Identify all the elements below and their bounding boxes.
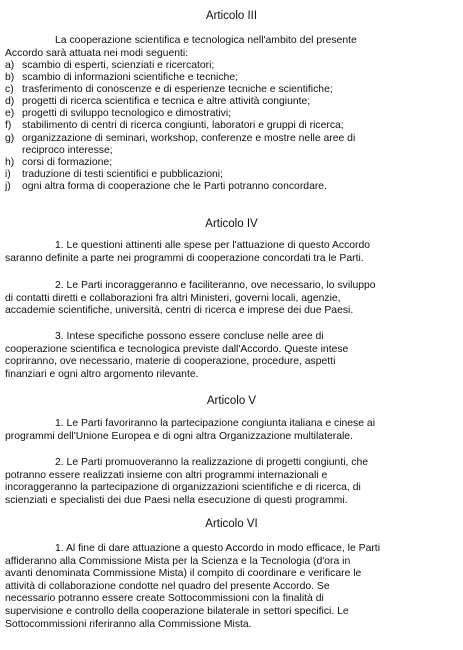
- paragraph-line: 1. Al fine di dare attuazione a questo Accordo in modo efficace, le Parti: [55, 543, 381, 554]
- article-4-heading: Articolo IV: [205, 218, 258, 230]
- paragraph-line: supervisione e controllo della cooperazione bilaterale in settori specifici. Le: [5, 605, 349, 617]
- list-item-marker: h): [5, 156, 15, 168]
- article-3-list: [5, 60, 455, 193]
- paragraph-line: 3. Intese specifiche possono essere concluse nelle aree di: [55, 331, 324, 342]
- article-3-intro-line-1: La cooperazione scientifica e tecnologica nell'ambito del presente: [55, 35, 357, 46]
- list-item: [5, 120, 455, 132]
- paragraph-line: 1. Le questioni attinenti alle spese per l'attuazione di questo Accordo: [55, 240, 371, 251]
- article-3-heading: Articolo III: [205, 10, 258, 22]
- paragraph-line: 2. Le Parti promuoveranno la realizzazione di progetti congiunti, che: [55, 457, 369, 468]
- article-5-heading: Articolo V: [206, 395, 257, 407]
- list-item-marker: a): [5, 60, 15, 71]
- paragraph-line: Sottocommissioni riferiranno alla Commissione Mista.: [5, 618, 252, 630]
- list-item: [5, 108, 455, 120]
- article-4-paragraph-1: [5, 240, 455, 265]
- paragraph-line: potranno essere realizzati insieme con altri programmi internazionali e: [5, 469, 328, 481]
- list-item-marker: b): [5, 72, 15, 84]
- paragraph-line: cooperazione scientifica e tecnologica previste dall'Accordo. Queste intese: [5, 343, 349, 355]
- article-4-paragraph-2: [5, 280, 455, 318]
- list-item-text: stabilimento di centri di ricerca congiunti, laboratori e gruppi di ricerca;: [22, 120, 344, 132]
- list-item-text: progetti di sviluppo tecnologico e dimostrativi;: [22, 108, 232, 120]
- list-item-text: corsi di formazione;: [22, 156, 113, 168]
- list-item-marker: c): [5, 84, 14, 96]
- list-item: [5, 84, 455, 96]
- paragraph-line: affideranno alla Commissione Mista per la Scienza e la Tecnologia (d'ora in: [5, 555, 351, 567]
- list-item-marker: f): [5, 120, 12, 132]
- list-item: [5, 72, 455, 84]
- article-4-paragraph-3: [5, 331, 455, 381]
- list-item-text: traduzione di testi scientifici e pubblicazioni;: [22, 168, 223, 180]
- list-item-continuation: reciproco interesse;: [22, 144, 113, 156]
- paragraph-line: finanziari e ogni altro argomento rilevante.: [5, 368, 199, 380]
- paragraph-line: programmi dell'Unione Europea e di ogni altra Organizzazione multilaterale.: [5, 430, 353, 442]
- article-3-intro-line-2: Accordo sarà attuata nei modi seguenti:: [5, 47, 189, 59]
- list-item-text: scambio di informazioni scientifiche e tecniche;: [22, 72, 238, 84]
- list-item: [5, 181, 455, 193]
- paragraph-line: 2. Le Parti incoraggeranno e faciliteranno, ove necessario, lo sviluppo: [55, 280, 376, 291]
- article-3-intro: [5, 35, 455, 60]
- article-6-heading: Articolo VI: [205, 518, 258, 530]
- list-item-marker: e): [5, 108, 15, 120]
- list-item: [5, 157, 455, 169]
- article-6-paragraph-1: [5, 543, 455, 631]
- list-item: [5, 133, 455, 157]
- paragraph-line: avanti denominata Commissione Mista) il compito di coordinare e verificare le: [5, 568, 362, 580]
- list-item-marker: d): [5, 96, 15, 108]
- list-item-marker: i): [5, 168, 11, 180]
- paragraph-line: di contatti diretti e collaborazioni fra altri Ministeri, governi locali, agenzie,: [5, 292, 341, 304]
- paragraph-line: attività di collaborazione condotte nel quadro del presente Accordo. Se: [5, 580, 330, 592]
- article-5-paragraph-1: [5, 418, 455, 443]
- list-item-text: trasferimento di conoscenze e di esperienze tecniche e scientifiche;: [22, 84, 333, 96]
- list-item-text: scambio di esperti, scienziati e ricercatori;: [22, 60, 215, 71]
- list-item-text: organizzazione di seminari, workshop, conferenze e mostre nelle aree di: [22, 132, 356, 144]
- article-5-paragraph-2: [5, 457, 455, 507]
- paragraph-line: accademie scientifiche, università, centri di ricerca e imprese dei due Paesi.: [5, 305, 354, 317]
- paragraph-line: 1. Le Parti favoriranno la partecipazione congiunta italiana e cinese ai: [55, 418, 376, 429]
- paragraph-line: incoraggeranno la partecipazione di organizzazioni scientifiche e di ricerca, di: [5, 482, 361, 494]
- paragraph-line: necessario potranno essere create Sottocommissioni con la finalità di: [5, 593, 324, 605]
- list-item: [5, 60, 455, 72]
- list-item-marker: g): [5, 132, 15, 144]
- paragraph-line: saranno definite a parte nei programmi di cooperazione concordati tra le Parti.: [5, 252, 364, 264]
- list-item-marker: j): [5, 180, 11, 192]
- paragraph-line: copriranno, ove necessario, materie di cooperazione, procedure, aspetti: [5, 356, 336, 368]
- list-item: [5, 169, 455, 181]
- list-item: [5, 96, 455, 108]
- list-item-text: ogni altra forma di cooperazione che le Parti potranno concordare.: [22, 180, 327, 192]
- list-item-text: progetti di ricerca scientifica e tecnica e altre attività congiunte;: [22, 96, 311, 108]
- paragraph-line: scienziati e specialisti dei due Paesi nella esecuzione di questi programmi.: [5, 494, 348, 506]
